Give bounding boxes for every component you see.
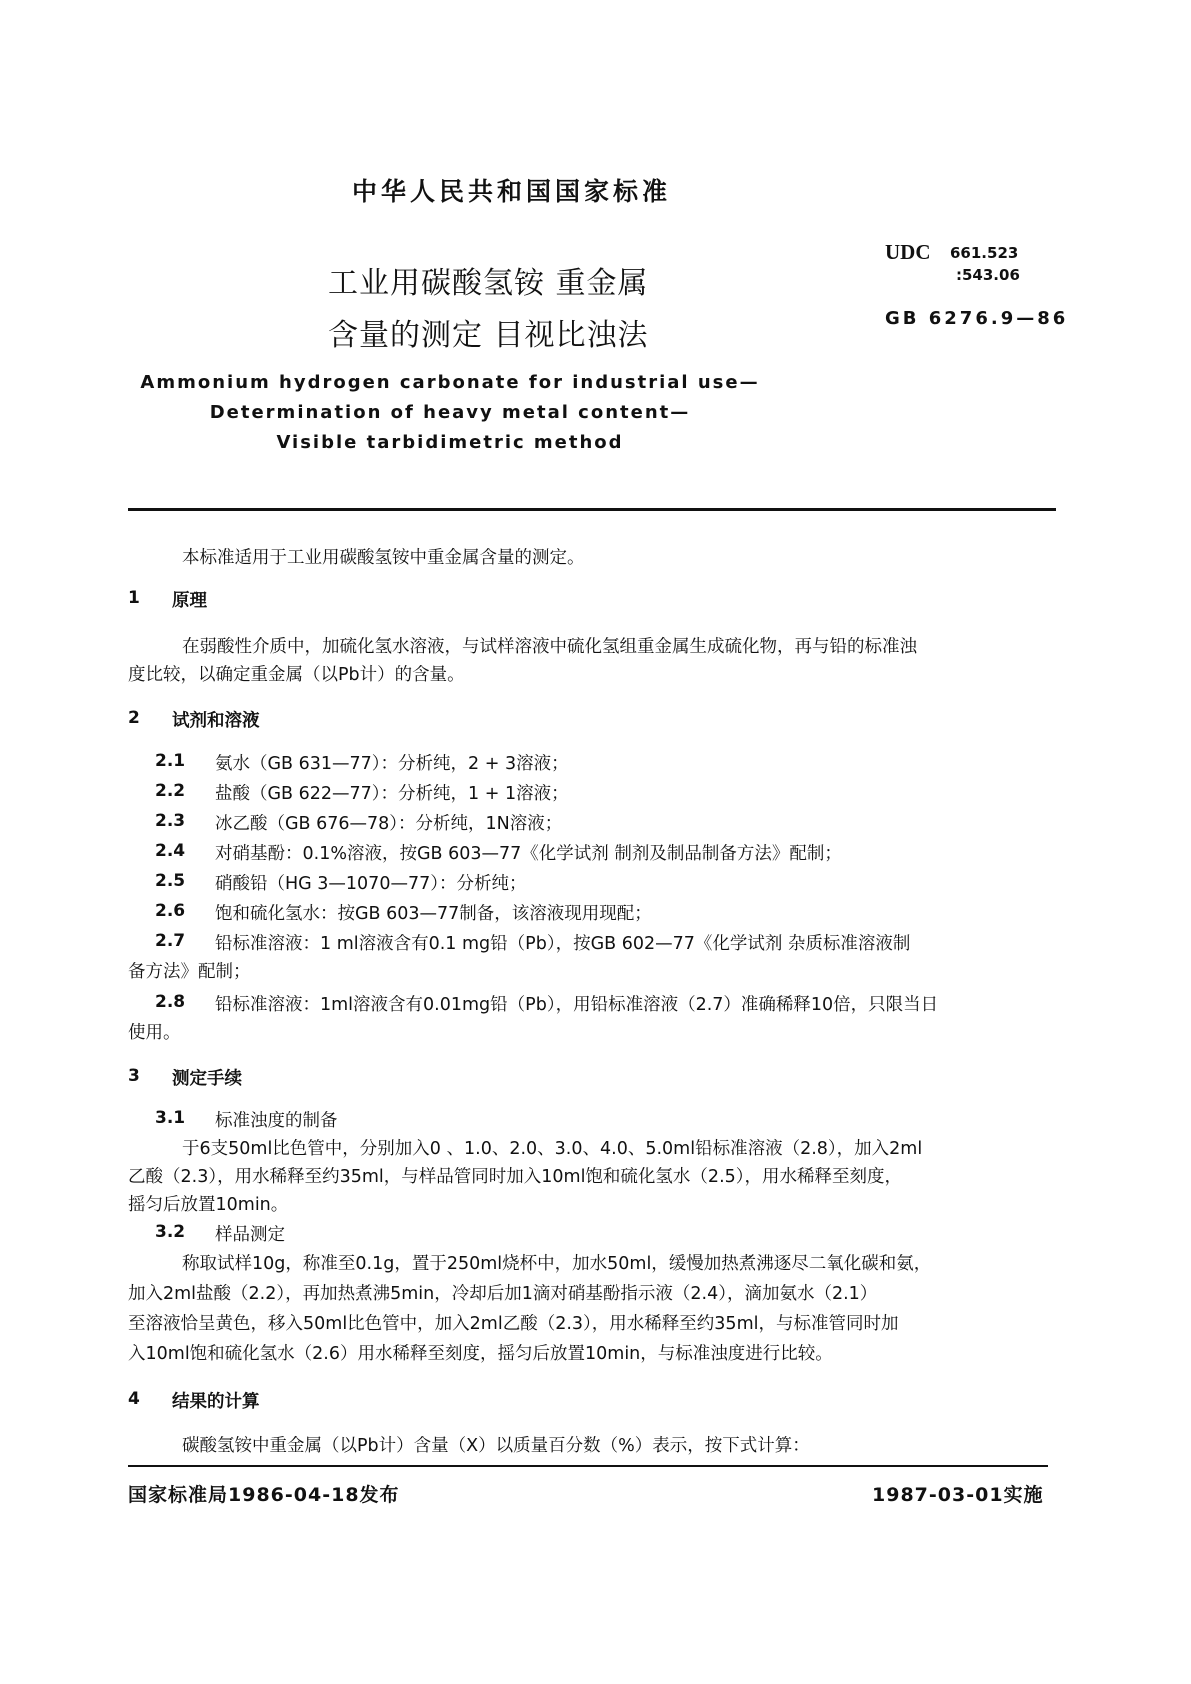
section4-text: 碳酸氢铵中重金属（以Pb计）含量（X）以质量百分数（%）表示，按下式计算： (182, 1436, 810, 1456)
item-2-7-text: 铅标准溶液：1 ml溶液含有0.1 mg铅（Pb），按GB 602—77《化学试剂 杂质标准溶液制 (215, 934, 911, 954)
item-2-4-number: 2.4 (155, 841, 186, 861)
intro-text: 本标准适用于工业用碳酸氢铵中重金属含量的测定。 (182, 548, 585, 568)
effective-date: 1987-03-01实施 (872, 1484, 1044, 1506)
document-title-line1: 工业用碳酸氢铵 重金属 (328, 266, 649, 301)
header-divider (128, 508, 1056, 511)
section2-title: 试剂和溶液 (172, 711, 260, 731)
sub-3-2-title: 样品测定 (215, 1225, 285, 1245)
section1-text-line1: 在弱酸性介质中，加硫化氢水溶液，与试样溶液中硫化氢组重金属生成硫化物，再与铅的标准浊 (182, 637, 917, 657)
section4-title: 结果的计算 (172, 1392, 260, 1412)
section4-number: 4 (128, 1389, 140, 1409)
section1-title: 原理 (172, 591, 207, 611)
section3-number: 3 (128, 1066, 140, 1086)
sub-3-1-title: 标准浊度的制备 (215, 1111, 338, 1131)
udc-code-1: 661.523 (950, 244, 1019, 262)
item-2-7-continuation: 备方法》配制； (128, 962, 251, 982)
item-2-1-number: 2.1 (155, 751, 186, 771)
item-2-5-number: 2.5 (155, 871, 186, 891)
sub-3-2-line4: 入10ml饱和硫化氢水（2.6）用水稀释至刻度，摇匀后放置10min，与标准浊度进行比较。 (128, 1344, 833, 1364)
sub-3-1-number: 3.1 (155, 1108, 186, 1128)
item-2-2-text: 盐酸（GB 622—77）：分析纯，1 + 1溶液； (215, 784, 569, 804)
udc-code-2: :543.06 (956, 266, 1020, 284)
item-2-3-number: 2.3 (155, 811, 186, 831)
item-2-4-text: 对硝基酚：0.1%溶液，按GB 603—77《化学试剂 制剂及制品制备方法》配制； (215, 844, 842, 864)
item-2-6-number: 2.6 (155, 901, 186, 921)
item-2-7-number: 2.7 (155, 931, 186, 951)
national-standard-label: 中华人民共和国国家标准 (352, 177, 672, 206)
sub-3-1-line2: 乙酸（2.3），用水稀释至约35ml，与样品管同时加入10ml饱和硫化氢水（2.5），用水稀释至刻度， (128, 1167, 903, 1187)
sub-3-1-line3: 摇匀后放置10min。 (128, 1195, 289, 1215)
footer-divider (128, 1465, 1048, 1467)
section2-number: 2 (128, 708, 140, 728)
document-title-line2: 含量的测定 目视比浊法 (328, 318, 649, 353)
english-title-line3: Visible tarbidimetric method (276, 432, 624, 453)
item-2-3-text: 冰乙酸（GB 676—78）：分析纯，1N溶液； (215, 814, 563, 834)
english-title-line1: Ammonium hydrogen carbonate for industrial use— (140, 372, 760, 393)
sub-3-2-line1: 称取试样10g，称准至0.1g，置于250ml烧杯中，加水50ml，缓慢加热煮沸逐尽二氧化碳和氨， (182, 1254, 932, 1274)
item-2-2-number: 2.2 (155, 781, 186, 801)
sub-3-2-line2: 加入2ml盐酸（2.2），再加热煮沸5min，冷却后加1滴对硝基酚指示液（2.4），滴加氨水（2.1） (128, 1284, 878, 1304)
section1-text-line2: 度比较，以确定重金属（以Pb计）的含量。 (128, 665, 465, 685)
english-title-line2: Determination of heavy metal content— (209, 402, 691, 423)
sub-3-2-line3: 至溶液恰呈黄色，移入50ml比色管中，加入2ml乙酸（2.3），用水稀释至约35ml，与标准管同时加 (128, 1314, 899, 1334)
udc-label: UDC (885, 240, 931, 264)
item-2-8-number: 2.8 (155, 992, 186, 1012)
sub-3-1-line1: 于6支50ml比色管中，分别加入0 、1.0、2.0、3.0、4.0、5.0ml铅标准溶液（2.8），加入2ml (182, 1139, 923, 1159)
item-2-8-continuation: 使用。 (128, 1023, 181, 1043)
sub-3-2-number: 3.2 (155, 1222, 186, 1242)
item-2-5-text: 硝酸铅（HG 3—1070—77）：分析纯； (215, 874, 527, 894)
item-2-1-text: 氨水（GB 631—77）：分析纯，2 + 3溶液； (215, 754, 569, 774)
item-2-8-text: 铅标准溶液：1ml溶液含有0.01mg铅（Pb），用铅标准溶液（2.7）准确稀释10倍，只限当日 (215, 995, 939, 1015)
section1-number: 1 (128, 588, 140, 608)
section3-title: 测定手续 (172, 1069, 242, 1089)
item-2-6-text: 饱和硫化氢水：按GB 603—77制备，该溶液现用现配； (215, 904, 652, 924)
issue-date: 国家标准局1986-04-18发布 (128, 1484, 400, 1506)
gb-number: GB 6276.9—86 (885, 308, 1069, 329)
